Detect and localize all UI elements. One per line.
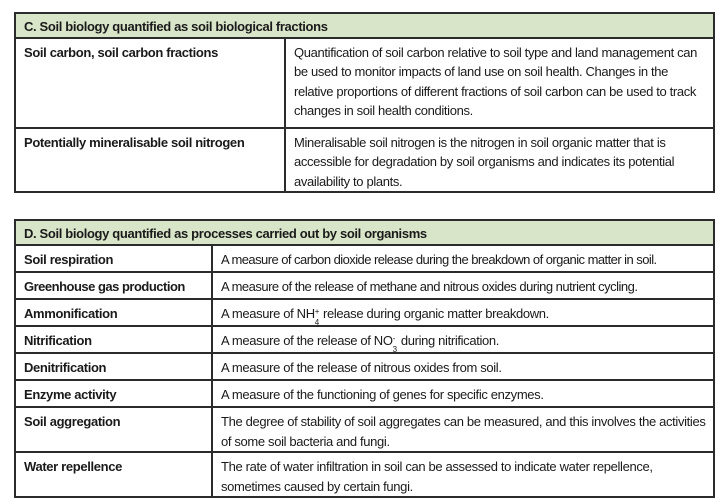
term-cell: Potentially mineralisable soil nitrogen (15, 128, 285, 193)
description-cell (212, 326, 714, 353)
text: during nitrification. (397, 333, 500, 348)
table-row (15, 299, 714, 326)
term-cell: Greenhouse gas production (15, 272, 212, 299)
table-row (15, 272, 714, 299)
table-row (15, 407, 714, 452)
text: release during organic matter breakdown. (319, 306, 549, 321)
table-row (15, 245, 714, 272)
term-cell: Enzyme activity (15, 380, 212, 407)
term-cell: Ammonification (15, 299, 212, 326)
table-row (15, 326, 714, 353)
soil-processes-table (14, 219, 715, 498)
table-title: D. Soil biology quantified as processes carried out by soil organisms (15, 220, 714, 245)
term-cell: Nitrification (15, 326, 212, 353)
table-row (15, 128, 714, 193)
table-row (15, 452, 714, 497)
term-cell: Soil aggregation (15, 407, 212, 452)
table-row (15, 38, 714, 128)
table-row (15, 353, 714, 380)
ion-charge (314, 307, 320, 327)
term-cell: Soil respiration (15, 245, 212, 272)
description-cell: A measure of the release of methane and nitrous oxides during nutrient cycling. (212, 272, 714, 299)
text: A measure of the release of NO (221, 333, 393, 348)
text: A measure of NH (221, 306, 315, 321)
description-cell: The degree of stability of soil aggregates can be measured, and this involves the activities of some soil bacteria and fungi. (212, 407, 714, 452)
superscript: + (314, 307, 320, 316)
description-cell (212, 299, 714, 326)
description-cell: A measure of the release of nitrous oxides from soil. (212, 353, 714, 380)
soil-biological-fractions-table (14, 12, 715, 193)
table-title: C. Soil biology quantified as soil biological fractions (15, 13, 714, 38)
description-cell: A measure of carbon dioxide release during the breakdown of organic matter in soil. (212, 245, 714, 272)
superscript: - (392, 334, 395, 343)
description-cell: Mineralisable soil nitrogen is the nitrogen in soil organic matter that is accessible for degradation by soil organisms and indicates its potential availability to plants. (285, 128, 714, 193)
ion-charge (392, 334, 398, 354)
table-row (15, 380, 714, 407)
description-cell: A measure of the functioning of genes for specific enzymes. (212, 380, 714, 407)
subscript: 4 (314, 318, 319, 327)
term-cell: Soil carbon, soil carbon fractions (15, 38, 285, 128)
description-cell: Quantification of soil carbon relative to soil type and land management can be used to monitor impacts of land use on soil health. Changes in the relative proportions of different fractions of soil carbon can be used to track changes in soil health conditions. (285, 38, 714, 128)
term-cell: Denitrification (15, 353, 212, 380)
description-cell: The rate of water infiltration in soil can be assessed to indicate water repellence, sometimes caused by certain fungi. (212, 452, 714, 497)
term-cell: Water repellence (15, 452, 212, 497)
subscript: 3 (392, 345, 397, 354)
